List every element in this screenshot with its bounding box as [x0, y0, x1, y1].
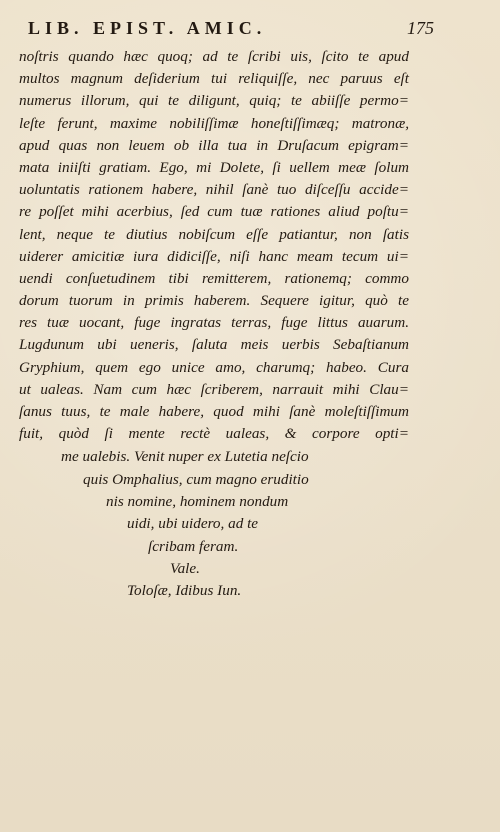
page-number: 175	[407, 18, 434, 38]
valediction: Vale.	[170, 560, 200, 577]
dateline: Toloſæ, Idibus Iun.	[127, 582, 242, 599]
text-line: lent, neque te diutius nobiſcum eſſe patiantur, non ſatis	[19, 225, 409, 243]
text-line: apud quas non leuem ob illa tua in Druſacum epigram=	[19, 136, 409, 154]
text-line: quis Omphalius, cum magno eruditio	[83, 471, 309, 488]
text-line: leſte ferunt, maxime nobiliſſimæ honeſtiſſimæq; matronæ,	[19, 114, 409, 132]
text-line: uendi conſuetudinem tibi remitterem, rationemq; commo	[19, 269, 409, 287]
text-line: noſtris quando hæc quoq; ad te ſcribi uis, ſcito te apud	[19, 48, 409, 65]
running-head-title: LIB. EPIST. AMIC.	[28, 18, 267, 38]
text-line: Gryphium, quem ego unice amo, charumq; habeo. Cura	[19, 358, 409, 376]
text-line: dorum tuorum in primis haberem. Sequere igitur, quò te	[19, 292, 409, 310]
text-line: multos magnum deſiderium tui reliquiſſe, nec paruus eſt	[19, 70, 409, 88]
text-line: uidi, ubi uidero, ad te	[127, 515, 259, 532]
text-line: res tuæ uocant, fuge ingratas terras, fuge littus auarum.	[19, 314, 409, 332]
text-line: mata iniiſti gratiam. Ego, mi Dolete, ſi uellem meæ ſolum	[19, 158, 409, 176]
text-line: re poſſet mihi acerbius, ſed cum tuæ rationes aliud poſtu=	[19, 203, 409, 221]
text-line: fuit, quòd ſi mente rectè ualeas, & corpore opti=	[19, 425, 409, 443]
text-line: ſanus tuus, te male habere, quod mihi ſanè moleſtiſſimum	[19, 403, 409, 420]
text-line: ut ualeas. Nam cum hæc ſcriberem, narrauit mihi Clau=	[19, 380, 409, 398]
text-line: Lugdunum ubi ueneris, ſaluta meis uerbis Sebaſtianum	[19, 336, 409, 354]
text-line: numerus illorum, qui te diligunt, quiq; te abiiſſe permo=	[19, 92, 409, 110]
text-line: uoluntatis rationem habere, nihil ſanè tuo diſceſſu accide=	[19, 181, 409, 199]
text-line: ſcribam feram.	[148, 538, 239, 555]
text-line: nis nomine, hominem nondum	[106, 493, 289, 510]
text-line: me ualebis. Venit nuper ex Lutetia neſcio	[61, 448, 309, 465]
text-line: uiderer amicitiæ iura didiciſſe, niſi hanc meam tecum ui=	[19, 247, 409, 265]
